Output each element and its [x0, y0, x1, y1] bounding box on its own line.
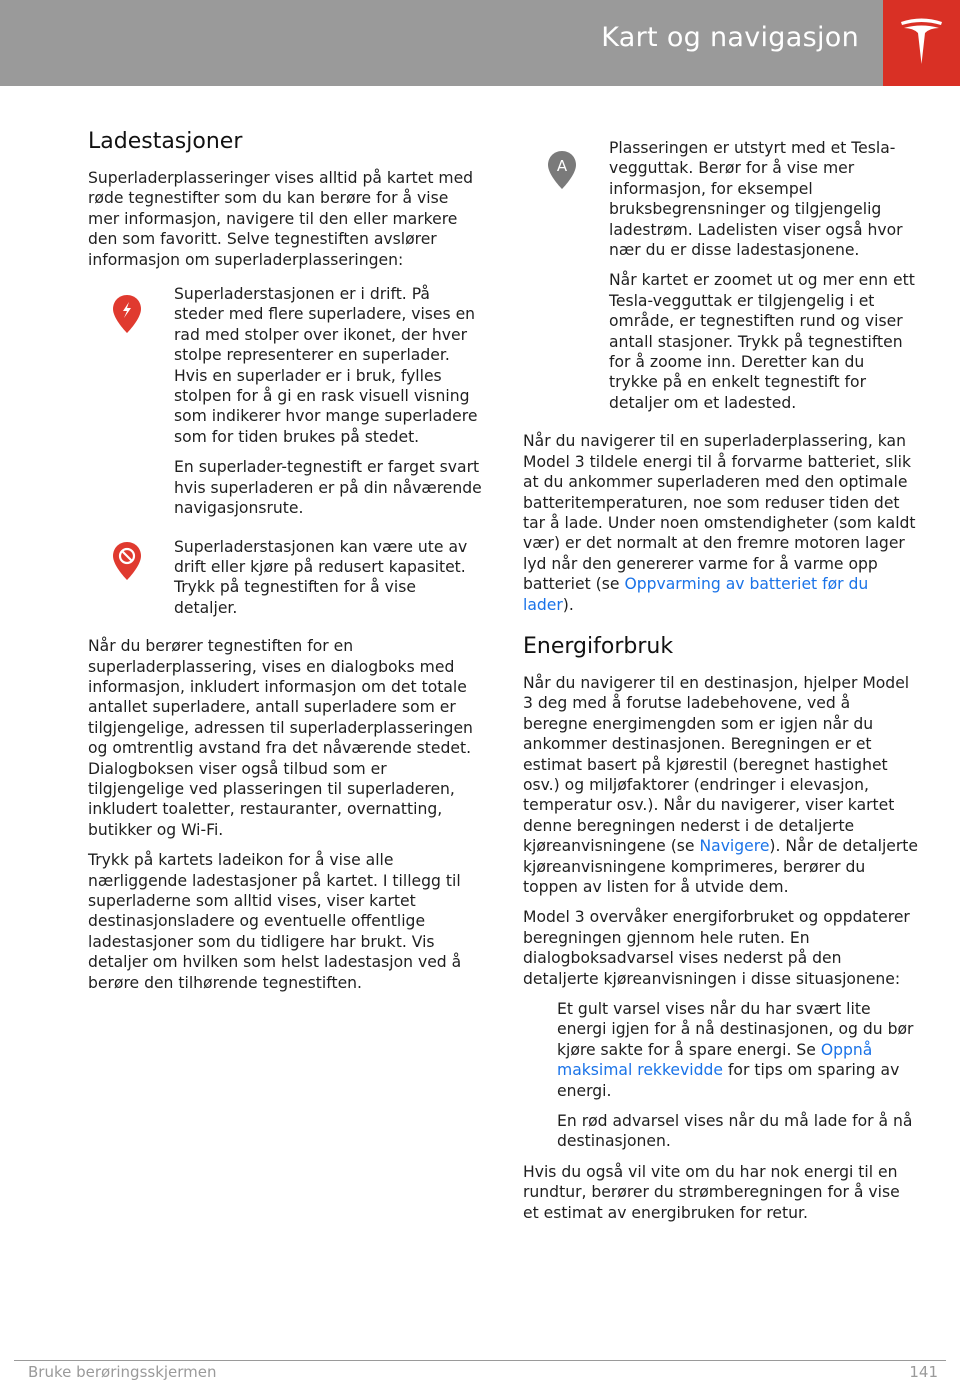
pin3-text-2: Når kartet er zoomet ut og mer enn ett Tesla-vegguttak er tilgjengelig i et område, er tegnestiften rund og viser antall stasjoner. Trykk på tegnestiften for å zoome inn. Deretter kan du trykke på en enkelt tegnestift for detaljer om et ladested.	[609, 271, 915, 412]
supercharger-pin-row	[88, 284, 483, 518]
pin3-text: Plasseringen er utstyrt med et Tesla-vegguttak. Berør for å vise mer informasjon, for eksempel bruksbegrensninger og tilgjengelig ladestrøm. Ladelisten viser også hvor nær du er disse ladestasjonene.	[609, 139, 903, 260]
left-column	[88, 128, 483, 1003]
tesla-logo-icon	[899, 16, 944, 68]
max-range-link[interactable]: Oppnå maksimal rekkevidde	[557, 1040, 873, 1080]
footer-section-title: Bruke berøringsskjermen	[28, 1363, 217, 1381]
pin2-text: Superladerstasjonen kan være ute av drift eller kjøre på redusert kapasitet. Trykk på tegnestiften for å vise detaljer.	[174, 537, 468, 617]
red-warning-item: En rød advarsel vises når du må lade for å nå destinasjonen.	[557, 1112, 913, 1151]
svg-text:A: A	[556, 157, 568, 175]
footer-divider	[14, 1360, 946, 1361]
heading-energiforbruk: Energiforbruk	[523, 633, 674, 659]
pin1-text: Superladerstasjonen er i drift. På steder med flere superladere, vises en rad med stolper over ikonet, der hver stolpe representerer en superlader. Hvis en superlader er i bruk, fylles stolpen for å gi en rask visuell visning som indikerer hvor mange superladere som for tiden brukes på stedet.	[174, 285, 478, 446]
dialog-paragraph: Når du berører tegnestiften for en superladerplassering, vises en dialogboks med informasjon, inkludert informasjon om det totale antallet superladere, antall superladere som er tilgjengelige, adressen til superladerplasseringen og omtrentlig avstand fra det nåværende stedet. Dialogboksen viser også tilbud som er tilgjengelige ved plasseringen til superladeren, inkludert toaletter, restauranter, overnatting, butikker og Wi-Fi.	[88, 637, 473, 839]
wall-connector-pin-icon	[547, 150, 577, 190]
preconditioning-paragraph: Når du navigerer til en superladerplassering, kan Model 3 tildele energi til å forvarme batteriet, slik at du ankommer superladeren med den optimale batteritemperaturen, noe som reduser tiden det tar å lade. Under noen omstendigheter (som kaldt vær) er det normalt at den fremre motoren lager lyd når den genererer varme for å varme opp batteriet (se Oppvarming av batteriet før du lader).	[523, 432, 916, 614]
wall-connector-pin-row	[523, 138, 918, 413]
energy-monitor-paragraph: Model 3 overvåker energiforbruket og oppdaterer beregningen gjennom hele ruten. En dialogboksadvarsel vises nederst på den detaljerte kjøreanvisningen i disse situasjonene:	[523, 908, 910, 988]
supercharger-pin-icon	[112, 294, 142, 334]
heading-ladestasjoner: Ladestasjoner	[88, 129, 243, 154]
brand-logo-box	[883, 0, 960, 86]
navigate-link[interactable]: Navigere	[699, 837, 770, 856]
outage-pin-icon	[112, 541, 142, 581]
round-trip-paragraph: Hvis du også vil vite om du har nok energi til en rundtur, berører du strømberegningen for å vise et estimat av energibruken for retur.	[523, 1162, 900, 1222]
warning-list	[523, 999, 918, 1152]
chapter-title: Kart og navigasjon	[601, 22, 859, 53]
intro-paragraph: Superladerplasseringer vises alltid på kartet med røde tegnestifter som du kan berøre for å vise mer informasjon, navigere til den eller markere den som favoritt. Selve tegnestiften avslører informasjon om superladerplasseringen:	[88, 169, 474, 269]
right-column	[523, 138, 918, 1233]
outage-pin-row	[88, 537, 483, 619]
page-header	[0, 0, 883, 86]
charge-icon-paragraph: Trykk på kartets ladeikon for å vise alle nærliggende ladestasjoner på kartet. I tillegg til superladerne som alltid vises, viser kartet destinasjonsladere og eventuelle offentlige ladestasjoner som du tidligere har brukt. Vis detaljer om hvilken som helst ladestasjon ved å berøre den tilhørende tegnestiften.	[88, 851, 462, 992]
yellow-warning-item: Et gult varsel vises når du har svært lite energi igjen for å nå destinasjonen, og du bør kjøre sakte for å spare energi. Se Oppnå maksimal rekkevidde for tips om sparing av energi.	[557, 1000, 914, 1100]
pin1-text-2: En superlader-tegnestift er farget svart hvis superladeren er på din nåværende navigasjonsrute.	[174, 458, 482, 518]
page-number: 141	[909, 1363, 938, 1381]
battery-preheat-link[interactable]: Oppvarming av batteriet før du lader	[523, 575, 869, 614]
energy-estimate-paragraph: Når du navigerer til en destinasjon, hjelper Model 3 deg med å forutse ladebehovene, ved å beregne energimengden som er igjen når du ankommer destinasjonen. Beregningen er et estimat basert på kjørestil (beregnet hastighet osv.) og miljøfaktorer (endringer i elevasjon, temperatur osv.). Når du navigerer, viser kartet denne beregningen nederst i de detaljerte kjøreanvisningene (se Navigere). Når de detaljerte kjøreanvisningene komprimeres, berører du toppen av listen for å utvide dem.	[523, 673, 918, 896]
